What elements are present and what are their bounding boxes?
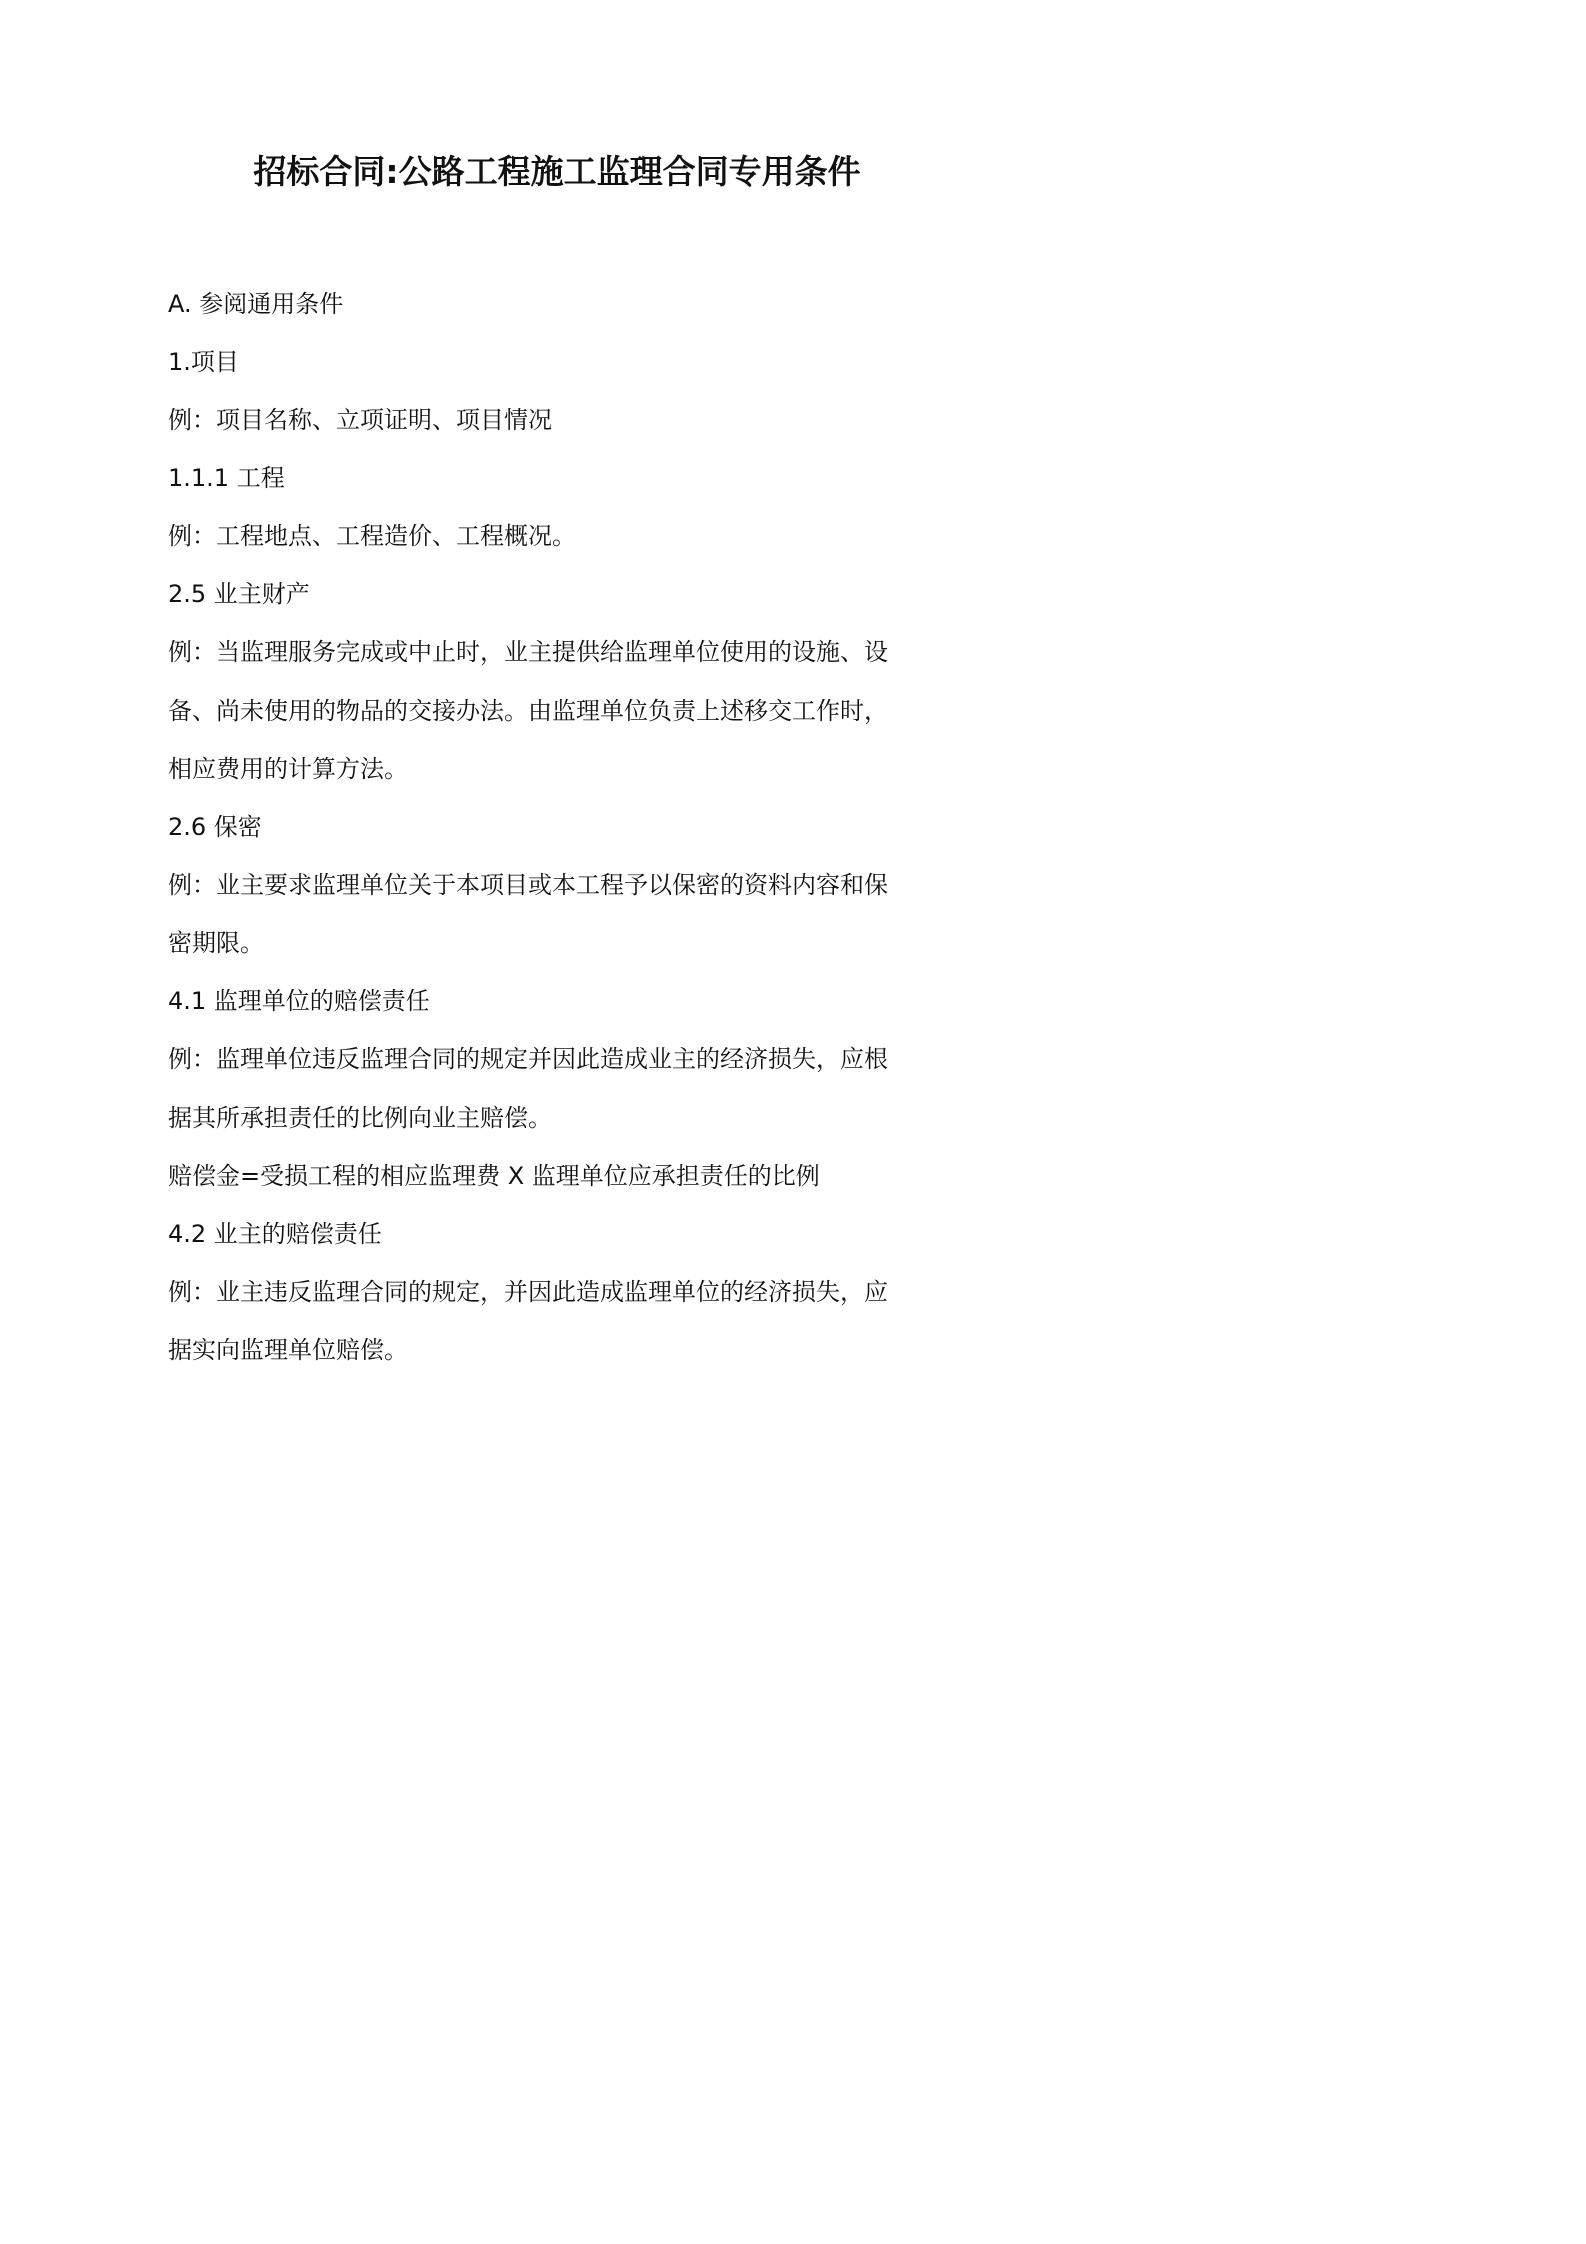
section-heading: 2.6 保密 <box>168 813 262 841</box>
body-text: 例：当监理服务完成或中止时，业主提供给监理单位使用的设施、设 <box>168 638 888 666</box>
section-heading: 1.项目 <box>168 348 239 376</box>
document-title: 招标合同:公路工程施工监理合同专用条件 <box>253 152 861 191</box>
document-page <box>0 0 1114 1574</box>
body-text: 据实向监理单位赔偿。 <box>168 1336 408 1364</box>
section-heading: 1.1.1 工程 <box>168 464 285 492</box>
section-heading: A. 参阅通用条件 <box>168 290 344 318</box>
formula-text: 赔偿金=受损工程的相应监理费 X 监理单位应承担责任的比例 <box>168 1162 820 1190</box>
body-text: 例：业主违反监理合同的规定，并因此造成监理单位的经济损失，应 <box>168 1278 888 1306</box>
section-heading: 2.5 业主财产 <box>168 580 310 608</box>
body-text: 例：监理单位违反监理合同的规定并因此造成业主的经济损失，应根 <box>168 1045 888 1073</box>
body-text: 据其所承担责任的比例向业主赔偿。 <box>168 1104 552 1132</box>
body-text: 密期限。 <box>168 929 264 957</box>
body-text: 例：项目名称、立项证明、项目情况 <box>168 406 552 434</box>
body-text: 备、尚未使用的物品的交接办法。由监理单位负责上述移交工作时， <box>168 697 888 725</box>
section-heading: 4.2 业主的赔偿责任 <box>168 1220 382 1248</box>
body-text: 例：业主要求监理单位关于本项目或本工程予以保密的资料内容和保 <box>168 871 888 899</box>
body-text: 例：工程地点、工程造价、工程概况。 <box>168 522 576 550</box>
body-text: 相应费用的计算方法。 <box>168 755 408 783</box>
section-heading: 4.1 监理单位的赔偿责任 <box>168 987 430 1015</box>
